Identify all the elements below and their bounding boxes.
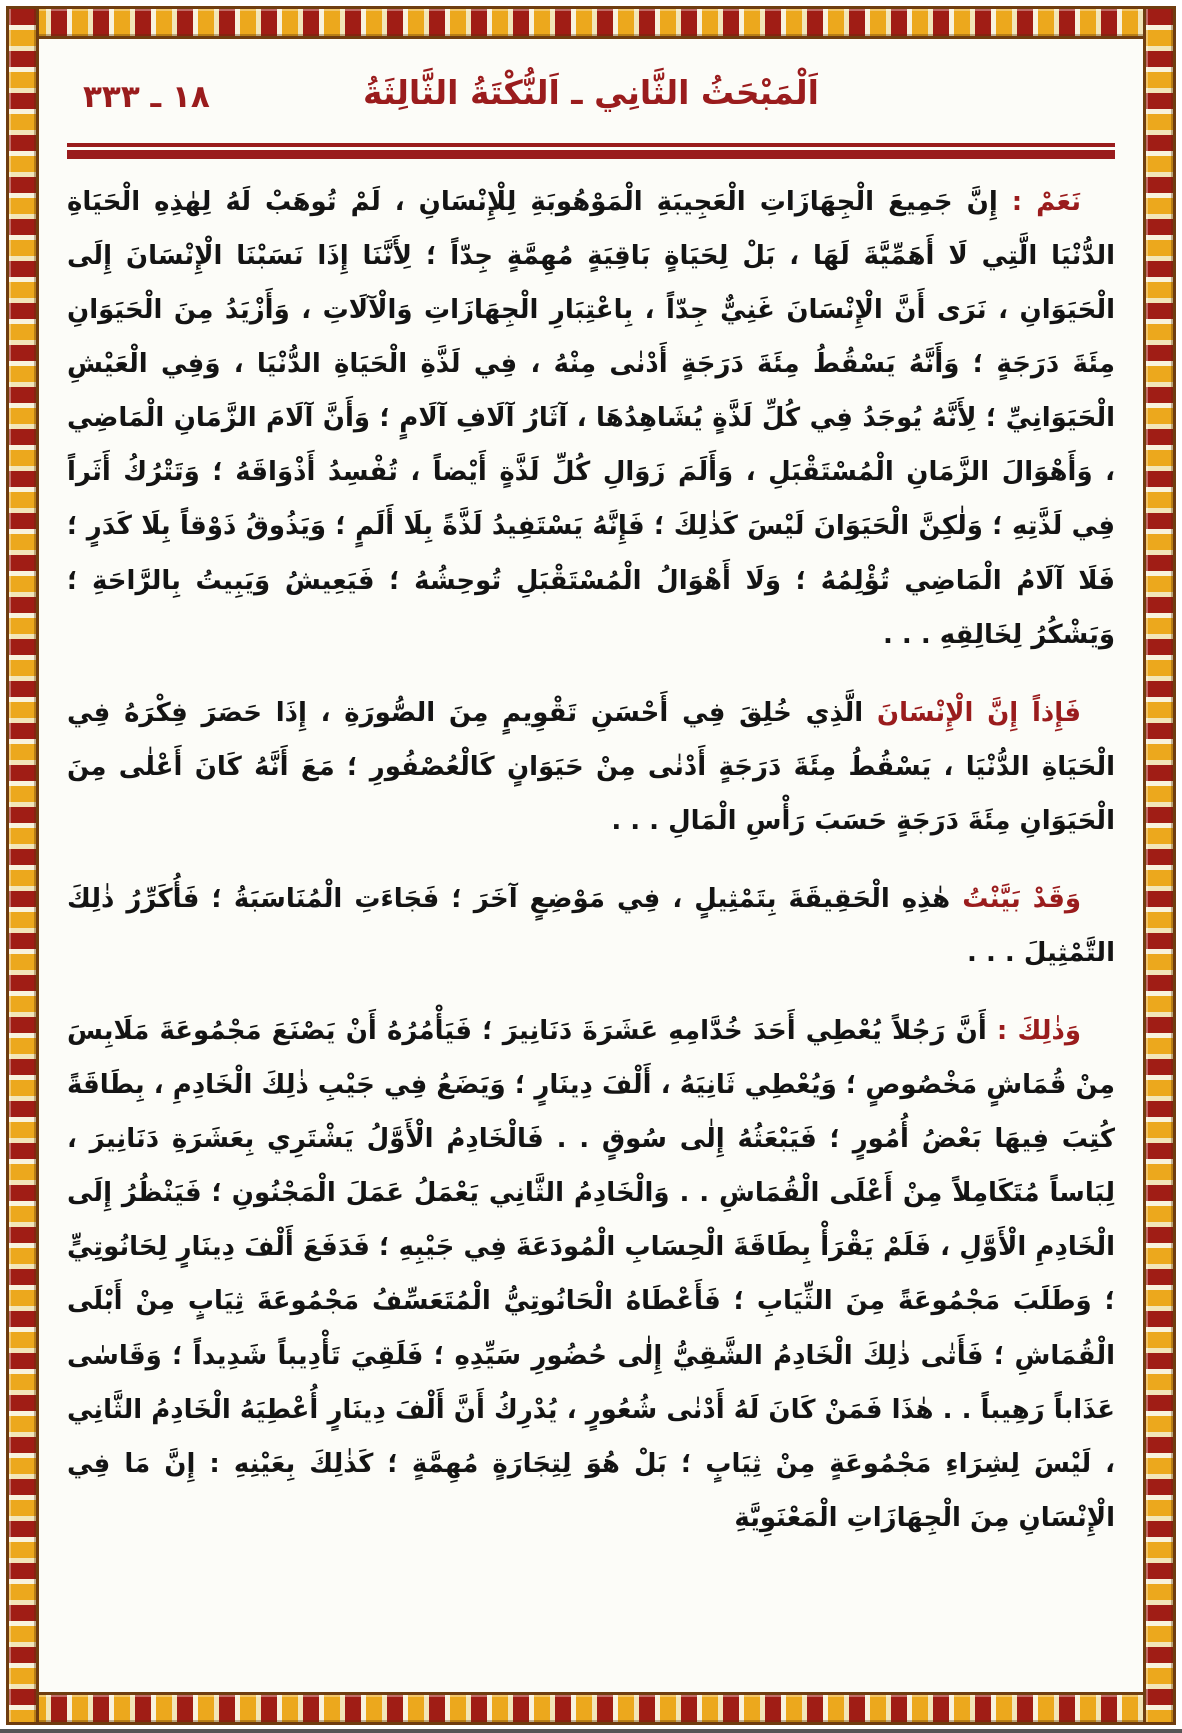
- paragraph-2: [67, 686, 1115, 848]
- ornamental-border-right: [1143, 6, 1176, 1725]
- page-content: [39, 39, 1143, 1692]
- paragraph-3-body: هٰذِهِ الْحَقِيقَةَ بِتَمْثِيلٍ ، فِي مَوْضِعٍ آخَرَ ؛ فَجَاءَتِ الْمُنَاسَبَةُ ؛ فَأُكَرِّرُ ذٰلِكَ التَّمْثِيلَ . . .: [67, 883, 1115, 969]
- body-text: [67, 175, 1115, 1545]
- paragraph-2-lead: فَإِذاً إِنَّ الْإِنْسَانَ: [863, 697, 1081, 728]
- scan-edge-line: [0, 1729, 1182, 1733]
- paragraph-2-body: الَّذِي خُلِقَ فِي أَحْسَنِ تَقْوِيمٍ مِنَ الصُّورَةِ ، إِذَا حَصَرَ فِكْرَهُ فِي الْحَيَاةِ الدُّنْيَا ، يَسْقُطُ مِئَةَ دَرَجَةٍ أَدْنٰى مِنْ حَيَوَانٍ كَالْعُصْفُورِ ؛ مَعَ أَنَّهُ كَانَ أَعْلٰى مِنَ الْحَيَوَانِ مِئَةَ دَرَجَةٍ حَسَبَ رَأْسِ الْمَالِ . . .: [67, 697, 1115, 836]
- paragraph-4-body: أَنَّ رَجُلاً يُعْطِي أَحَدَ خُدَّامِهِ عَشَرَةَ دَنَانِيرَ ؛ فَيَأْمُرُهُ أَنْ يَصْنَعَ مَجْمُوعَةَ مَلَابِسَ مِنْ قُمَاشٍ مَخْصُوصٍ ؛ وَيُعْطِي ثَانِيَهُ ، أَلْفَ دِينَارٍ ؛ وَيَضَعُ فِي جَيْبِ ذٰلِكَ الْخَادِمِ ، بِطَاقَةً كُتِبَ فِيهَا بَعْضُ أُمُورٍ ؛ فَيَبْعَثُهُ إِلٰى سُوقٍ . . فَالْخَادِمُ الْأَوَّلُ يَشْتَرِي بِعَشَرَةِ دَنَانِيرَ ، لِبَاساً مُتَكَامِلاً مِنْ أَعْلَى الْقُمَاشِ . . وَالْخَادِمُ الثَّانِي يَعْمَلُ عَمَلَ الْمَجْنُونِ ؛ فَيَنْظُرُ إِلَى الْخَادِمِ الْأَوَّلِ ، فَلَمْ يَقْرَأْ بِطَاقَةَ الْحِسَابِ الْمُودَعَةَ فِي جَيْبِهِ ؛ فَدَفَعَ أَلْفَ دِينَارٍ لِحَانُوتِيٍّ ؛ وَطَلَبَ مَجْمُوعَةً مِنَ الثِّيَابِ ؛ فَأَعْطَاهُ الْحَانُوتِيُّ الْمُتَعَسِّفُ مَجْمُوعَةَ ثِيَابٍ مِنْ أَبْلَى الْقُمَاشِ ؛ فَأَتٰى ذٰلِكَ الْخَادِمُ الشَّقِيُّ إِلٰى حُضُورِ سَيِّدِهِ ؛ فَلَقِيَ تَأْدِيباً شَدِيداً ؛ وَقَاسٰى عَذَاباً رَهِيباً . . هٰذَا فَمَنْ كَانَ لَهُ أَدْنٰى شُعُورٍ ، يُدْرِكُ أَنَّ أَلْفَ دِينَارٍ أُعْطِيَهُ الْخَادِمُ الثَّانِي ، لَيْسَ لِشِرَاءِ مَجْمُوعَةٍ مِنْ ثِيَابٍ ؛ بَلْ هُوَ لِتِجَارَةٍ مُهِمَّةٍ ؛ كَذٰلِكَ بِعَيْنِهِ : إِنَّ مَا فِي الْإِنْسَانِ مِنَ الْجِهَازَاتِ الْمَعْنَوِيَّةِ: [67, 1016, 1115, 1533]
- paragraph-1: [67, 175, 1115, 662]
- paragraph-1-lead: نَعَمْ :: [997, 187, 1081, 217]
- ornamental-border-left: [6, 6, 39, 1725]
- paragraph-3: [67, 872, 1115, 980]
- header-divider: [67, 143, 1115, 159]
- ornamental-border-top: [6, 6, 1176, 39]
- paragraph-4-lead: وَذٰلِكَ :: [986, 1016, 1081, 1047]
- divider-thin-line: [67, 143, 1115, 147]
- page-header: [67, 57, 1115, 135]
- paragraph-4: [67, 1004, 1115, 1545]
- divider-thick-line: [67, 150, 1115, 159]
- paragraph-1-body: إِنَّ جَمِيعَ الْجِهَازَاتِ الْعَجِيبَةِ الْمَوْهُوبَةِ لِلْإِنْسَانِ ، لَمْ تُوهَبْ لَهُ لِهٰذِهِ الْحَيَاةِ الدُّنْيَا الَّتِي لَا أَهَمِّيَّةَ لَهَا ، بَلْ لِحَيَاةٍ بَاقِيَةٍ مُهِمَّةٍ جِدّاً ؛ لِأَنَّنَا إِذَا نَسَبْنَا الْإِنْسَانَ إِلَى الْحَيَوَانِ ، نَرَى أَنَّ الْإِنْسَانَ غَنِيٌّ جِدّاً ، بِاعْتِبَارِ الْجِهَازَاتِ وَالْآلَاتِ ، وَأَزْيَدُ مِنَ الْحَيَوَانِ مِئَةَ دَرَجَةٍ ؛ وَأَنَّهُ يَسْقُطُ مِئَةَ دَرَجَةٍ أَدْنٰى مِنْهُ ، فِي لَذَّةِ الْحَيَاةِ الدُّنْيَا ، وَفِي الْعَيْشِ الْحَيَوَانِيِّ ؛ لِأَنَّهُ يُوجَدُ فِي كُلِّ لَذَّةٍ يُشَاهِدُهَا ، آثَارُ آلَافِ آلَامٍ ؛ وَأَنَّ آلَامَ الزَّمَانِ الْمَاضِي ، وَأَهْوَالَ الزَّمَانِ الْمُسْتَقْبَلِ ، وَأَلَمَ زَوَالِ كُلِّ لَذَّةٍ أَيْضاً ، تُفْسِدُ أَذْوَاقَهُ ؛ وَتَتْرُكُ أَثَراً فِي لَذَّتِهِ ؛ وَلٰكِنَّ الْحَيَوَانَ لَيْسَ كَذٰلِكَ ؛ فَإِنَّهُ يَسْتَفِيدُ لَذَّةً بِلَا أَلَمٍ ؛ وَيَذُوقُ ذَوْقاً بِلَا كَدَرٍ ؛ فَلَا آلَامُ الْمَاضِي تُؤْلِمُهُ ؛ وَلَا أَهْوَالُ الْمُسْتَقْبَلِ تُوحِشُهُ ؛ فَيَعِيشُ وَيَبِيتُ بِالرَّاحَةِ ؛ وَيَشْكُرُ لِخَالِقِهِ . . .: [67, 187, 1115, 650]
- ornamental-border-bottom: [6, 1692, 1176, 1725]
- page-number: ١٨ ـ ٣٣٣: [83, 79, 210, 115]
- paragraph-3-lead: وَقَدْ بَيَّنْتُ: [950, 883, 1082, 914]
- book-page: [6, 6, 1176, 1725]
- page-title: اَلْمَبْحَثُ الثَّانِي ـ اَلنُّكْتَةُ الثَّالِثَةُ: [363, 73, 819, 112]
